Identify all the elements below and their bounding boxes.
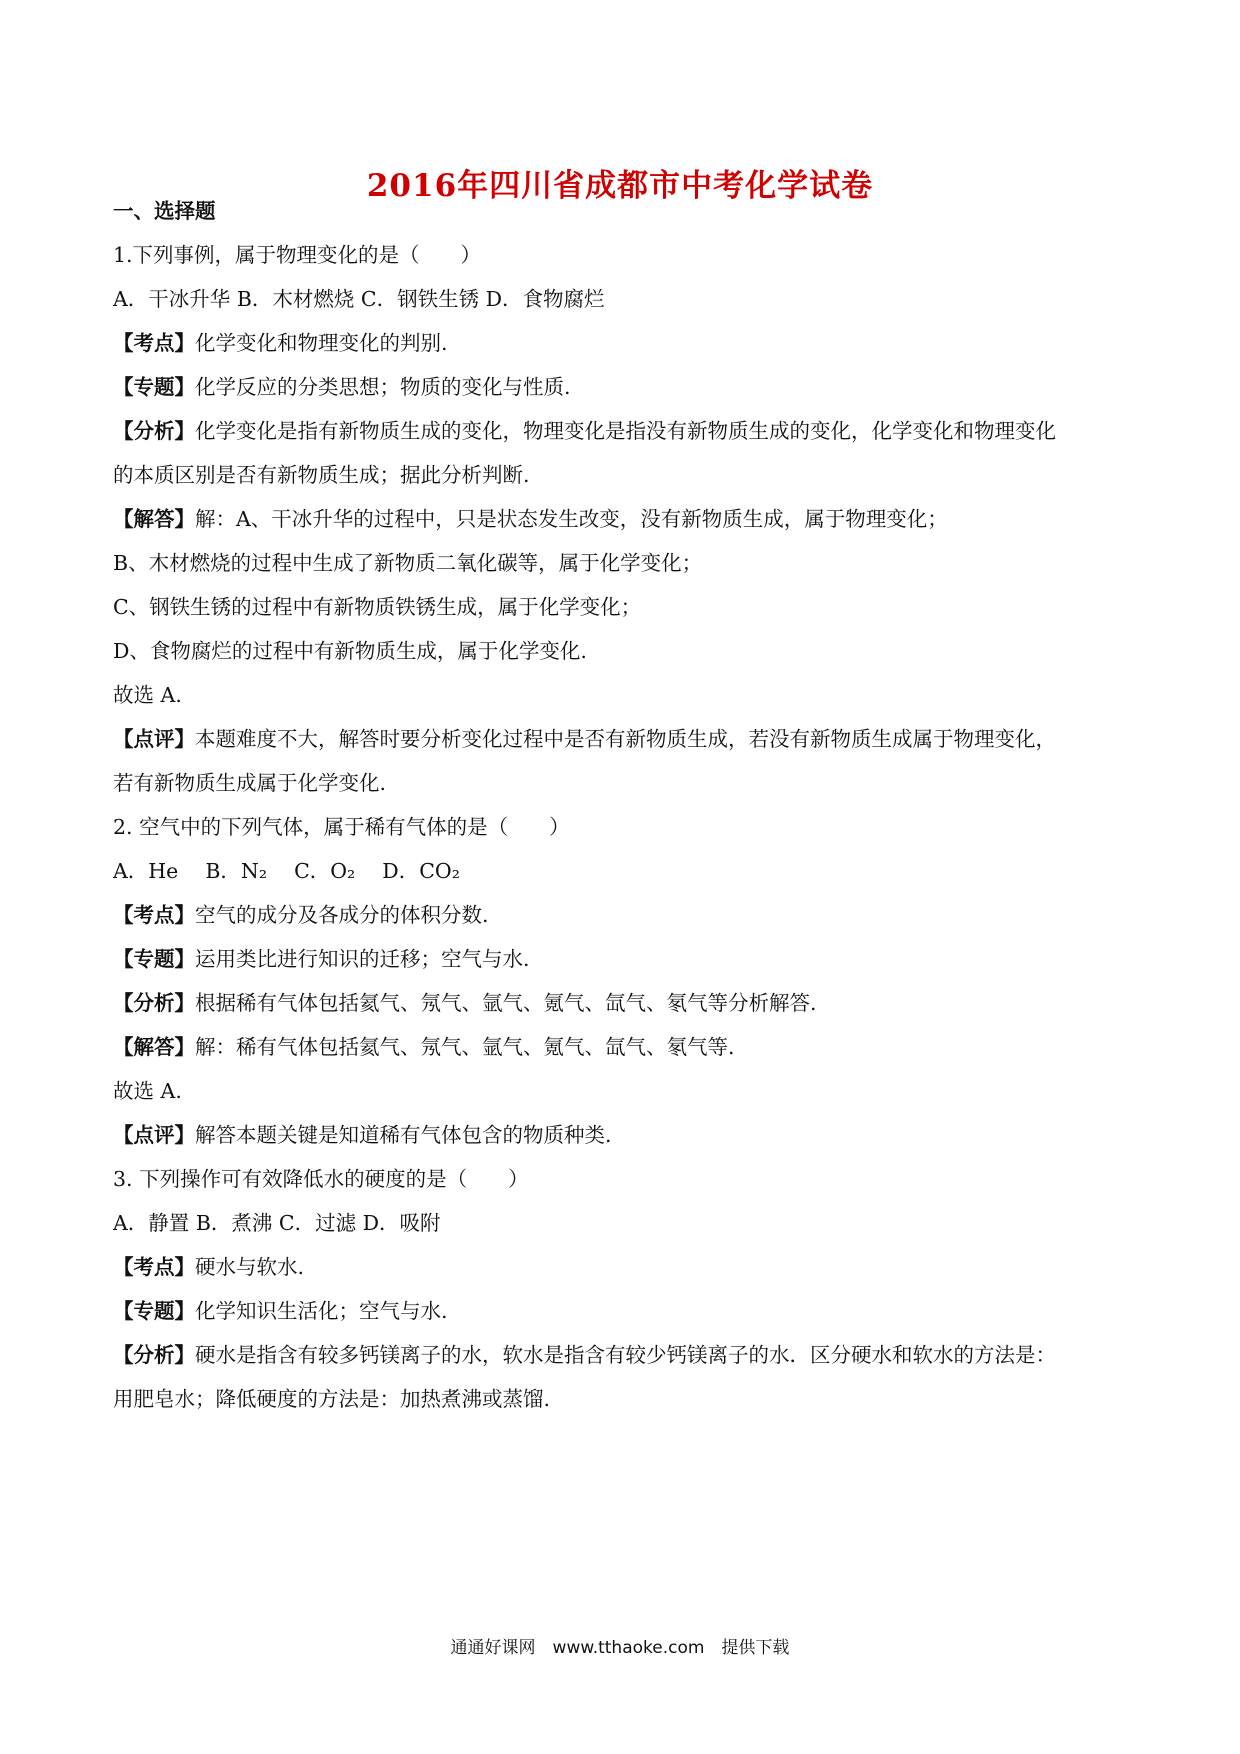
q1-fenxi-cont: 的本质区别是否有新物质生成；据此分析判断. — [113, 463, 530, 487]
q2-answer: 故选 A. — [113, 1079, 182, 1103]
q1-dianping-cont: 若有新物质生成属于化学变化. — [113, 771, 387, 795]
q1-jieda-c: C、钢铁生锈的过程中有新物质铁锈生成，属于化学变化； — [113, 595, 642, 619]
q1-answer: 故选 A. — [113, 683, 182, 707]
q2-dianping: 【点评】解答本题关键是知道稀有气体包含的物质种类. — [113, 1123, 612, 1147]
question-1-stem: 1.下列事例，属于物理变化的是（ ） — [113, 243, 482, 267]
section-heading: 一、选择题 — [113, 199, 216, 223]
q1-fenxi: 【分析】化学变化是指有新物质生成的变化，物理变化是指没有新物质生成的变化，化学变化和物理变化 — [113, 419, 1056, 443]
question-3-stem: 3. 下列操作可有效降低水的硬度的是（ ） — [113, 1167, 529, 1191]
q2-jieda: 【解答】解：稀有气体包括氦气、氖气、氩气、氪气、氙气、氡气等. — [113, 1035, 735, 1059]
question-2-options: A．He B．N₂ C．O₂ D．CO₂ — [113, 859, 460, 883]
q1-jieda-b: B、木材燃烧的过程中生成了新物质二氧化碳等，属于化学变化； — [113, 551, 703, 575]
q1-jieda: 【解答】解：A、干冰升华的过程中，只是状态发生改变，没有新物质生成，属于物理变化； — [113, 507, 948, 531]
question-1-options: A．干冰升华 B．木材燃烧 C．钢铁生锈 D．食物腐烂 — [113, 287, 605, 311]
q3-fenxi-cont: 用肥皂水；降低硬度的方法是：加热煮沸或蒸馏. — [113, 1387, 551, 1411]
question-2-stem: 2. 空气中的下列气体，属于稀有气体的是（ ） — [113, 815, 570, 839]
q1-kaodian: 【考点】化学变化和物理变化的判别. — [113, 331, 448, 355]
q2-kaodian: 【考点】空气的成分及各成分的体积分数. — [113, 903, 489, 927]
q3-fenxi: 【分析】硬水是指含有较多钙镁离子的水，软水是指含有较少钙镁离子的水．区分硬水和软水的方法是： — [113, 1343, 1056, 1367]
question-3-options: A．静置 B．煮沸 C．过滤 D．吸附 — [113, 1211, 441, 1235]
q1-zhuanti: 【专题】化学反应的分类思想；物质的变化与性质. — [113, 375, 571, 399]
page-title: 2016年四川省成都市中考化学试卷 — [366, 168, 874, 204]
page-footer: 通通好课网 www.tthaoke.com 提供下载 — [450, 1638, 790, 1658]
q1-dianping: 【点评】本题难度不大，解答时要分析变化过程中是否有新物质生成，若没有新物质生成属于物理变化， — [113, 727, 1056, 751]
q2-zhuanti: 【专题】运用类比进行知识的迁移；空气与水. — [113, 947, 530, 971]
q2-fenxi: 【分析】根据稀有气体包括氦气、氖气、氩气、氪气、氙气、氡气等分析解答. — [113, 991, 817, 1015]
q3-zhuanti: 【专题】化学知识生活化；空气与水. — [113, 1299, 448, 1323]
q1-jieda-d: D、食物腐烂的过程中有新物质生成，属于化学变化. — [113, 639, 587, 663]
q3-kaodian: 【考点】硬水与软水. — [113, 1255, 305, 1279]
